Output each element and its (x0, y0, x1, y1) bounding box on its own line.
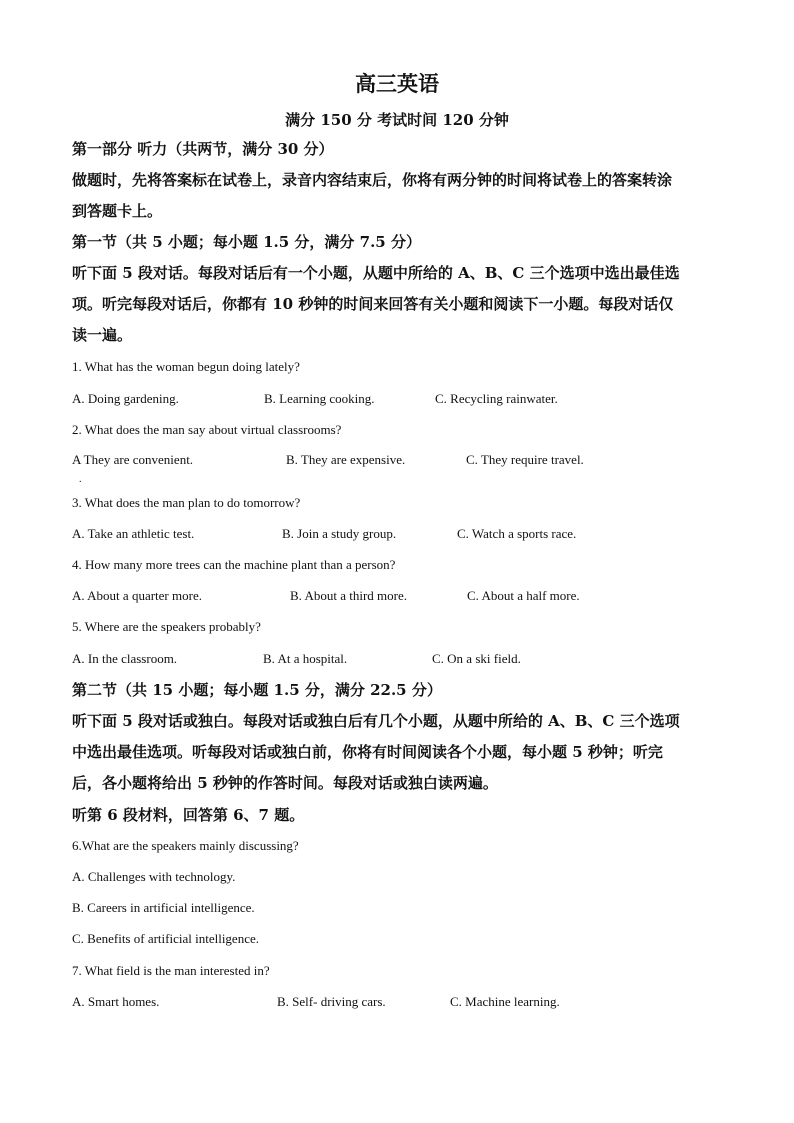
question-stem: 4. How many more trees can the machine plant than a person? (72, 557, 396, 572)
option-b: B. At a hospital. (263, 651, 348, 666)
section1-heading: 第一节（共 5 小题；每小题 1.5 分，满分 7.5 分） (72, 233, 421, 251)
option-a: A. Take an athletic test. (72, 526, 195, 541)
section2-instruction-line2: 中选出最佳选项。听每段对话或独白前，你将有时间阅读各个小题，每小题 5 秒钟；听完 (72, 743, 663, 761)
option-b: B. About a third more. (290, 588, 407, 603)
option-c: C. Machine learning. (450, 994, 560, 1009)
section1-instruction-line1: 听下面 5 段对话。每段对话后有一个小题，从题中所给的 A、B、C 三个选项中选出最佳选 (72, 264, 680, 282)
option-c: C. Watch a sports race. (457, 526, 577, 541)
option-c: C. Recycling rainwater. (435, 391, 558, 406)
material-note: 听第 6 段材料，回答第 6、7 题。 (72, 806, 305, 824)
option-a: A. Challenges with technology. (72, 869, 236, 884)
option-a: A They are convenient. (72, 452, 194, 467)
option-a: A. Doing gardening. (72, 391, 179, 406)
page-title: 高三英语 (355, 71, 439, 96)
question-stem: 3. What does the man plan to do tomorrow? (72, 495, 301, 510)
question-options (72, 588, 722, 606)
option-b: B. Self- driving cars. (277, 994, 386, 1009)
part1-instruction-line1: 做题时，先将答案标在试卷上，录音内容结束后，你将有两分钟的时间将试卷上的答案转涂 (72, 171, 673, 189)
question-options (72, 994, 722, 1012)
question-options (72, 452, 722, 470)
option-c: C. About a half more. (467, 588, 580, 603)
option-c: C. They require travel. (466, 452, 584, 467)
option-b: B. Careers in artificial intelligence. (72, 900, 255, 915)
question-stem: 2. What does the man say about virtual classrooms? (72, 422, 342, 437)
question-stem: 6.What are the speakers mainly discussing? (72, 838, 299, 853)
option-b: B. Learning cooking. (264, 391, 375, 406)
option-a: A. Smart homes. (72, 994, 160, 1009)
section1-instruction-line2: 项。听完每段对话后，你都有 10 秒钟的时间来回答有关小题和阅读下一小题。每段对话仅 (72, 295, 674, 313)
option-a: A. In the classroom. (72, 651, 178, 666)
section2-instruction-line1: 听下面 5 段对话或独白。每段对话或独白后有几个小题，从题中所给的 A、B、C 三个选项 (72, 712, 680, 730)
part1-instruction-line2: 到答题卡上。 (72, 202, 163, 220)
question-stem: 5. Where are the speakers probably? (72, 619, 261, 634)
option-b: B. They are expensive. (286, 452, 406, 467)
question-options (72, 526, 722, 544)
option-c: C. On a ski field. (432, 651, 521, 666)
option-b: B. Join a study group. (282, 526, 397, 541)
section2-heading: 第二节（共 15 小题；每小题 1.5 分，满分 22.5 分） (72, 681, 442, 699)
question-stem: 7. What field is the man interested in? (72, 963, 270, 978)
part1-heading: 第一部分 听力（共两节，满分 30 分） (72, 140, 334, 158)
question-options (72, 391, 722, 409)
stray-mark: . (79, 474, 82, 485)
question-options (72, 651, 722, 669)
section2-instruction-line3: 后，各小题将给出 5 秒钟的作答时间。每段对话或独白读两遍。 (72, 774, 498, 792)
option-a: A. About a quarter more. (72, 588, 202, 603)
section1-instruction-line3: 读一遍。 (72, 326, 133, 344)
option-c: C. Benefits of artificial intelligence. (72, 931, 259, 946)
question-stem: 1. What has the woman begun doing lately? (72, 359, 300, 374)
exam-info: 满分 150 分 考试时间 120 分钟 (285, 111, 509, 129)
